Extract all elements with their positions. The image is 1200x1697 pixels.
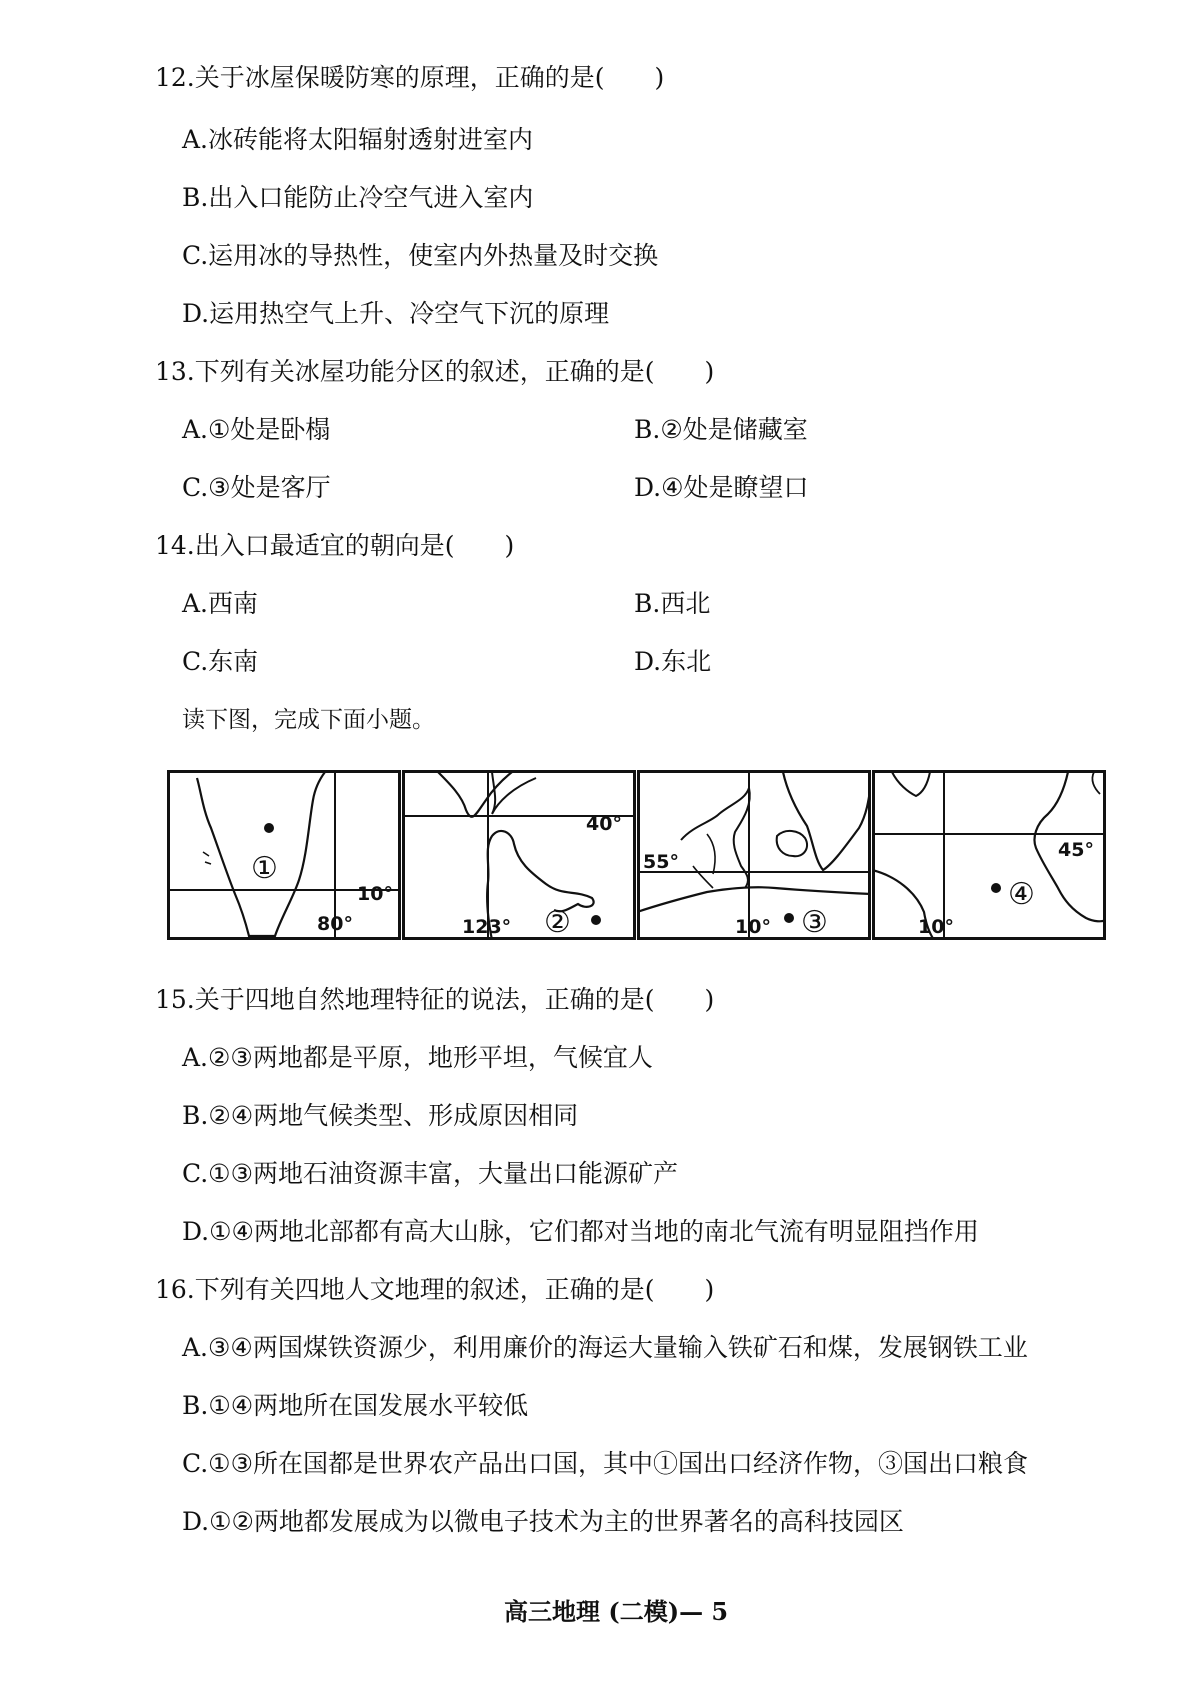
- map-panel-4: [872, 770, 1106, 940]
- question-13-option-a: A.①处是卧榻: [182, 415, 331, 444]
- question-14-option-b: B.西北: [634, 589, 711, 618]
- map-3-figure: [637, 770, 871, 940]
- question-13-stem: 13.下列有关冰屋功能分区的叙述，正确的是( ): [155, 357, 715, 386]
- question-14-option-d: D.东北: [634, 647, 712, 676]
- map-panel-1: [167, 770, 401, 940]
- map-1-figure: [167, 770, 401, 940]
- map-3-number: ③: [801, 905, 828, 940]
- question-12-stem: 12.关于冰屋保暖防寒的原理，正确的是( ): [155, 63, 665, 92]
- question-15-stem: 15.关于四地自然地理特征的说法，正确的是( ): [155, 985, 715, 1014]
- question-15-option-b: B.②④两地气候类型、形成原因相同: [182, 1101, 579, 1130]
- question-13-option-c: C.③处是客厅: [182, 473, 331, 502]
- question-16-option-b: B.①④两地所在国发展水平较低: [182, 1391, 529, 1420]
- map-2-number: ②: [544, 905, 571, 940]
- question-15-option-c: C.①③两地石油资源丰富，大量出口能源矿产: [182, 1159, 679, 1188]
- page-footer: 高三地理 (二模)— 5: [504, 1597, 729, 1626]
- question-12-option-d: D.运用热空气上升、冷空气下沉的原理: [182, 299, 610, 328]
- map-intro-text: 读下图，完成下面小题。: [182, 707, 435, 733]
- map-3-longitude-label: 10°: [735, 916, 771, 938]
- map-4-longitude-label: 10°: [918, 916, 954, 938]
- question-12-option-c: C.运用冰的导热性，使室内外热量及时交换: [182, 241, 659, 270]
- question-13-option-d: D.④处是瞭望口: [634, 473, 809, 502]
- question-14-option-a: A.西南: [182, 589, 259, 618]
- map-1-location-dot: [264, 823, 274, 833]
- question-16-option-a: A.③④两国煤铁资源少，利用廉价的海运大量输入铁矿石和煤，发展钢铁工业: [182, 1333, 1028, 1362]
- question-16-option-d: D.①②两地都发展成为以微电子技术为主的世界著名的高科技园区: [182, 1507, 904, 1536]
- map-2-location-dot: [591, 915, 601, 925]
- question-16-option-c: C.①③所在国都是世界农产品出口国，其中①国出口经济作物，③国出口粮食: [182, 1449, 1029, 1478]
- question-15-option-d: D.①④两地北部都有高大山脉，它们都对当地的南北气流有明显阻挡作用: [182, 1217, 979, 1246]
- map-2-longitude-label: 123°: [462, 916, 512, 938]
- map-4-number: ④: [1008, 877, 1035, 912]
- map-1-number: ①: [251, 851, 278, 886]
- question-12-option-a: A.冰砖能将太阳辐射透射进室内: [182, 125, 534, 154]
- question-16-stem: 16.下列有关四地人文地理的叙述，正确的是( ): [155, 1275, 715, 1304]
- map-2-latitude-label: 40°: [586, 813, 622, 835]
- question-14-stem: 14.出入口最适宜的朝向是( ): [155, 531, 515, 560]
- map-1-latitude-label: 10°: [357, 883, 393, 905]
- map-panel-2: [402, 770, 636, 940]
- map-3-latitude-label: 55°: [643, 851, 679, 873]
- map-1-longitude-label: 80°: [317, 913, 353, 935]
- map-4-latitude-label: 45°: [1058, 839, 1094, 861]
- question-15-option-a: A.②③两地都是平原，地形平坦，气候宜人: [182, 1043, 653, 1072]
- question-14-option-c: C.东南: [182, 647, 259, 676]
- question-12-option-b: B.出入口能防止冷空气进入室内: [182, 183, 534, 212]
- map-4-figure: [872, 770, 1106, 940]
- map-3-location-dot: [784, 913, 794, 923]
- map-2-figure: [402, 770, 636, 940]
- map-panel-3: [637, 770, 871, 940]
- question-13-option-b: B.②处是储藏室: [634, 415, 808, 444]
- map-4-location-dot: [991, 883, 1001, 893]
